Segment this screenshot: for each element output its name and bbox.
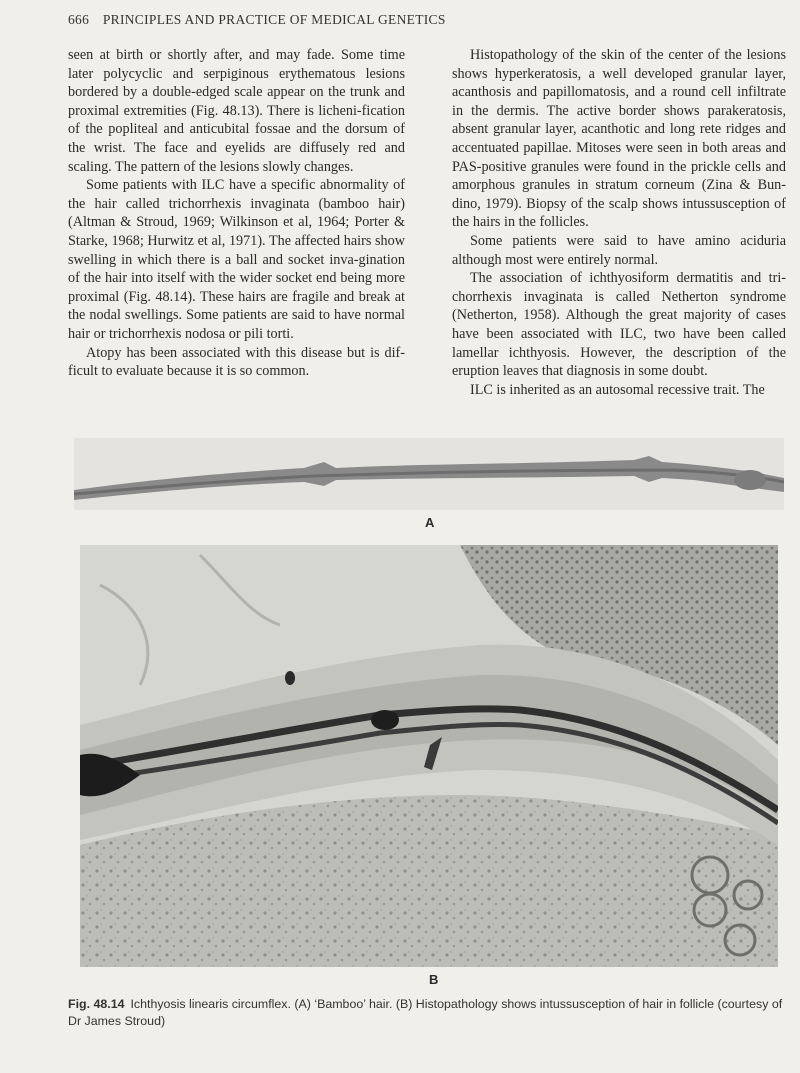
running-head (68, 12, 446, 28)
figure-panel-b-histopathology (80, 545, 778, 967)
paragraph: Some patients were said to have amino aciduria although most were entirely normal. (452, 232, 786, 268)
figure-caption (68, 996, 790, 1030)
paragraph: Atopy has been associated with this disease but is dif-ficult to evaluate because it is so common. (68, 344, 405, 380)
right-column (452, 46, 786, 399)
paragraph: ILC is inherited as an autosomal recessive trait. The (470, 381, 765, 398)
figure-panel-a-bamboo-hair (74, 438, 784, 510)
figure-number: Fig. 48.14 (68, 997, 125, 1011)
paragraph: Some patients with ILC have a specific abnormality of the hair called trichorrhexis invaginata (bamboo hair) (Altman & Stroud, 1969; Wilkinson et al, 1964; Porter & Starke, 1968; Hurwitz et al, 1971). The affected hairs show swelling in which there is a ball and socket inva-gination of the hair into itself with the wider socket end being more proximal (Fig. 48.14). These hairs are fragile and break at the nodal swellings. Some patients are said to have normal hair or trichorrhexis nodosa or pili torti. (68, 177, 405, 342)
figure-label-a: A (425, 515, 435, 530)
page-number: 666 (68, 12, 90, 27)
paragraph: Histopathology of the skin of the center of the lesions shows hyperkeratosis, a well developed granular layer, acanthosis and papillomatosis, and a round cell infiltrate in the dermis. The active border shows parakeratosis, absent granular layer, acanthotic and long rete ridges and accentuated papillae. Mitoses were seen in both areas and PAS-positive granules were found in the prickle cells and amorphous granules in stratum corneum (Zina & Bun-dino, 1979). Biopsy of the scalp shows intussusception of the hairs in the follicles. (452, 47, 786, 231)
figure-label-b: B (429, 972, 439, 987)
running-title: PRINCIPLES AND PRACTICE OF MEDICAL GENETICS (102, 12, 446, 27)
caption-text: Ichthyosis linearis circumflex. (A) ‘Bamboo’ hair. (B) Histopathology shows intussusception of hair in follicle (courtesy of Dr James Stroud) (68, 997, 783, 1028)
left-column (68, 46, 405, 381)
paragraph: The association of ichthyosiform dermatitis and tri-chorrhexis invaginata is called Netherton syndrome (Netherton, 1958). Although the great majority of cases have been associated with ILC, two have been called lamellar ichthyosis. However, the description of the eruption leaves that diagnosis in some doubt. (452, 270, 786, 380)
paragraph: seen at birth or shortly after, and may fade. Some time later polycyclic and serpiginous erythematous lesions bordered by a double-edged scale appear on the trunk and proximal extremities (Fig. 48.13). There is licheni-fication of the popliteal and anticubital fossae and the dorsum of the wrist. The face and eyelids are diffusely red and scaling. The pattern of the lesions slowly changes. (68, 47, 405, 175)
